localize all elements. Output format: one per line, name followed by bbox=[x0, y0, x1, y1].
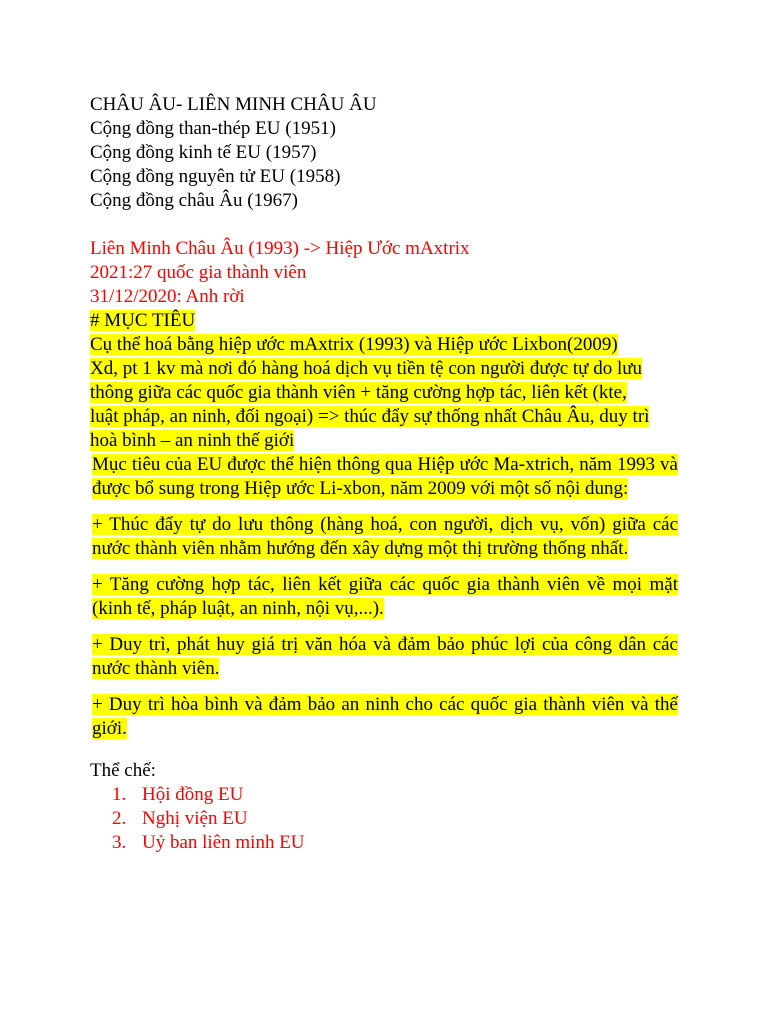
history-line: Cộng đồng nguyên tử EU (1958) bbox=[90, 166, 341, 187]
eu-fact-line: Liên Minh Châu Âu (1993) -> Hiệp Ước mAxtrix bbox=[90, 238, 470, 259]
spacer bbox=[90, 213, 678, 237]
objective-point: + Thúc đẩy tự do lưu thông (hàng hoá, con người, dịch vụ, vốn) giữa các nước thành viên nhằm hướng đến xây dựng một thị trường thống nhất. bbox=[92, 514, 678, 559]
list-label: Hội đồng EU bbox=[142, 784, 244, 805]
list-number: 2. bbox=[112, 808, 127, 829]
eu-fact-line: 31/12/2020: Anh rời bbox=[90, 286, 245, 307]
document-page bbox=[90, 93, 678, 855]
objectives-heading: # MỤC TIÊU bbox=[90, 310, 196, 331]
objectives-summary: Xd, pt 1 kv mà nơi đó hàng hoá dịch vụ tiền tệ con người được tự do lưu thông giữa các quốc gia thành viên + tăng cường hợp tác, liên kết (kte, luật pháp, an ninh, đối ngoại) => thúc đẩy sự thống nhất Châu Âu, duy trì hoà bình – an ninh thế giới bbox=[90, 358, 650, 451]
objective-point: + Tăng cường hợp tác, liên kết giữa các quốc gia thành viên về mọi mặt (kinh tế, pháp luật, an ninh, nội vụ,...). bbox=[92, 574, 678, 619]
objective-point: + Duy trì, phát huy giá trị văn hóa và đảm bảo phúc lợi của công dân các nước thành viên. bbox=[92, 634, 678, 679]
list-item bbox=[90, 783, 678, 807]
list-label: Nghị viện EU bbox=[142, 808, 248, 829]
doc-title: CHÂU ÂU- LIÊN MINH CHÂU ÂU bbox=[90, 94, 377, 115]
heading-block bbox=[90, 93, 678, 213]
list-item bbox=[90, 807, 678, 831]
spacer bbox=[90, 741, 678, 759]
history-line: Cộng đồng than-thép EU (1951) bbox=[90, 118, 336, 139]
objective-point: + Duy trì hòa bình và đảm bảo an ninh cho các quốc gia thành viên và thế giới. bbox=[92, 694, 678, 739]
treaty-line: Cụ thể hoá bằng hiệp ước mAxtrix (1993) và Hiệp ước Lixbon(2009) bbox=[90, 334, 618, 355]
institutions-list bbox=[90, 783, 678, 855]
objectives-intro: Mục tiêu của EU được thể hiện thông qua Hiệp ước Ma-xtrich, năm 1993 và được bổ sung trong Hiệp ước Li-xbon, năm 2009 với một số nội dung: bbox=[92, 454, 678, 499]
list-number: 3. bbox=[112, 832, 127, 853]
objectives-section bbox=[90, 309, 678, 741]
list-number: 1. bbox=[112, 784, 127, 805]
history-line: Cộng đồng châu Âu (1967) bbox=[90, 190, 298, 211]
history-line: Cộng đồng kinh tế EU (1957) bbox=[90, 142, 317, 163]
institutions-heading: Thể chế: bbox=[90, 760, 156, 781]
list-label: Uỷ ban liên minh EU bbox=[142, 832, 305, 853]
list-item bbox=[90, 831, 678, 855]
institutions-section bbox=[90, 759, 678, 855]
eu-facts-block bbox=[90, 237, 678, 309]
eu-fact-line: 2021:27 quốc gia thành viên bbox=[90, 262, 307, 283]
